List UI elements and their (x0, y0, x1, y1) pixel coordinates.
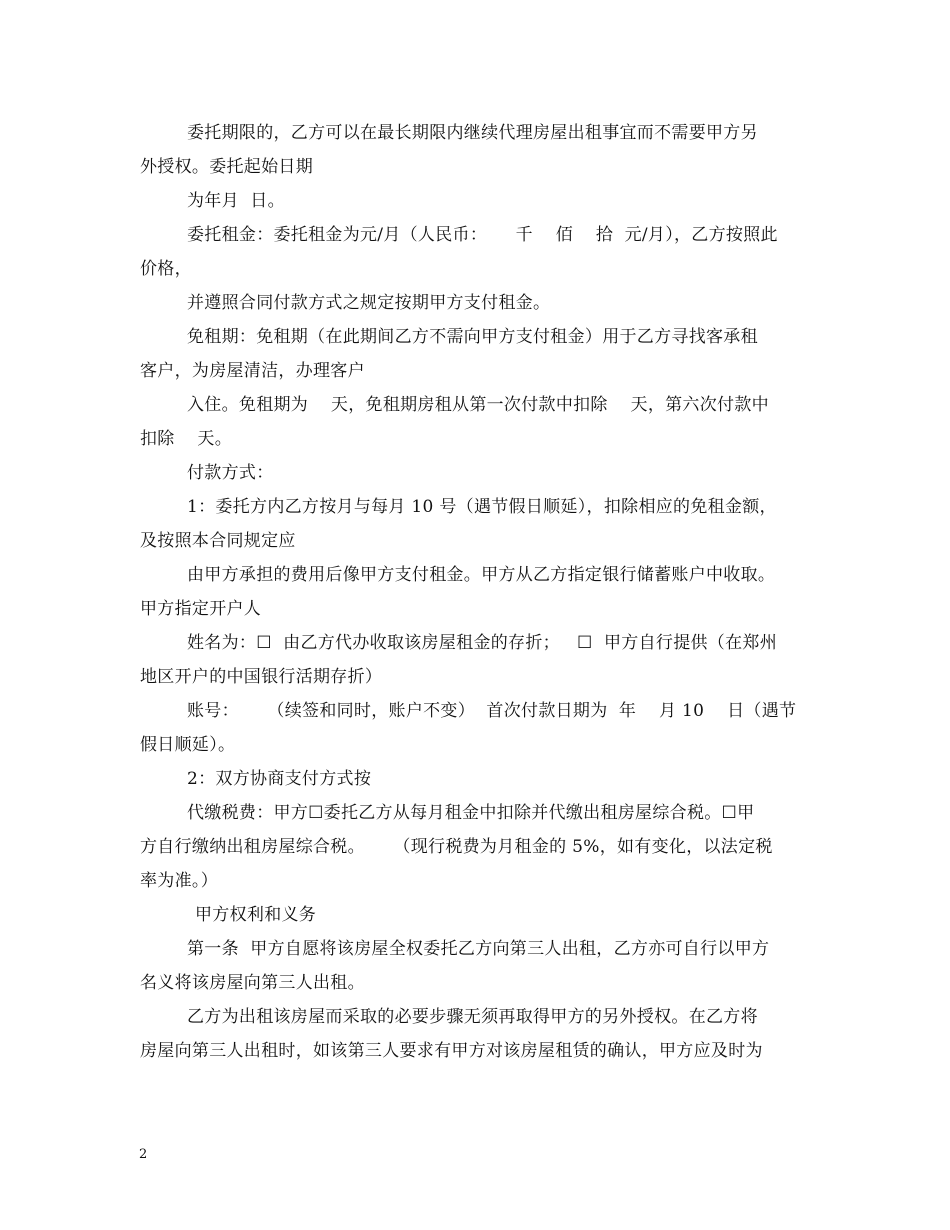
text-line: 姓名为：☐ 由乙方代办收取该房屋租金的存折； ☐ 甲方自行提供（在郑州 (187, 633, 778, 653)
text-line: 付款方式： (187, 463, 274, 483)
text-line: 外授权。委托起始日期 (140, 157, 313, 177)
text-line: 率为准。） (140, 871, 218, 891)
text-line: 名义将该房屋向第三人出租。 (140, 973, 365, 993)
text-line: 假日顺延）。 (140, 735, 236, 755)
text-line: 代缴税费：甲方☐委托乙方从每月租金中扣除并代缴出租房屋综合税。☐甲 (187, 803, 755, 823)
text-line: 并遵照合同付款方式之规定按期甲方支付租金。 (187, 293, 551, 313)
text-line: 甲方指定开户人 (140, 599, 262, 619)
section-heading: 甲方权利和义务 (195, 905, 317, 925)
text-line: 乙方为出租该房屋而采取的必要步骤无须再取得甲方的另外授权。在乙方将 (187, 1007, 758, 1027)
text-line: 价格， (140, 259, 192, 279)
text-line: 由甲方承担的费用后像甲方支付租金。甲方从乙方指定银行储蓄账户中收取。 (187, 565, 776, 585)
text-line: 客户，为房屋清洁，办理客户 (140, 361, 365, 381)
text-line: 入住。免租期为 天，免租期房租从第一次付款中扣除 天，第六次付款中 (187, 395, 769, 415)
text-line: 房屋向第三人出租时，如该第三人要求有甲方对该房屋租赁的确认，甲方应及时为 (140, 1041, 763, 1061)
text-line: 1：委托方内乙方按月与每月 10 号（遇节假日顺延），扣除相应的免租金额， (187, 497, 777, 517)
page-number: 2 (139, 1147, 148, 1162)
text-line: 方自行缴纳出租房屋综合税。 （现行税费为月租金的 5%，如有变化，以法定税 (140, 837, 773, 857)
text-line: 委托期限的，乙方可以在最长期限内继续代理房屋出租事宜而不需要甲方另 (187, 123, 758, 143)
text-line: 委托租金：委托租金为元/月（人民币： 千 佰 拾 元/月），乙方按照此 (187, 225, 778, 245)
text-line: 第一条 甲方自愿将该房屋全权委托乙方向第三人出租，乙方亦可自行以甲方 (187, 939, 770, 959)
text-line: 账号： （续签和同时，账户不变） 首次付款日期为 年 月 10 日（遇节 (187, 701, 797, 721)
text-line: 及按照本合同规定应 (140, 531, 296, 551)
text-line: 地区开户的中国银行活期存折） (140, 667, 383, 687)
text-line: 扣除 天。 (140, 429, 233, 449)
text-line: 2：双方协商支付方式按 (187, 769, 372, 789)
text-line: 免租期：免租期（在此期间乙方不需向甲方支付租金）用于乙方寻找客承租 (187, 327, 758, 347)
text-line: 为年月 日。 (187, 191, 285, 211)
